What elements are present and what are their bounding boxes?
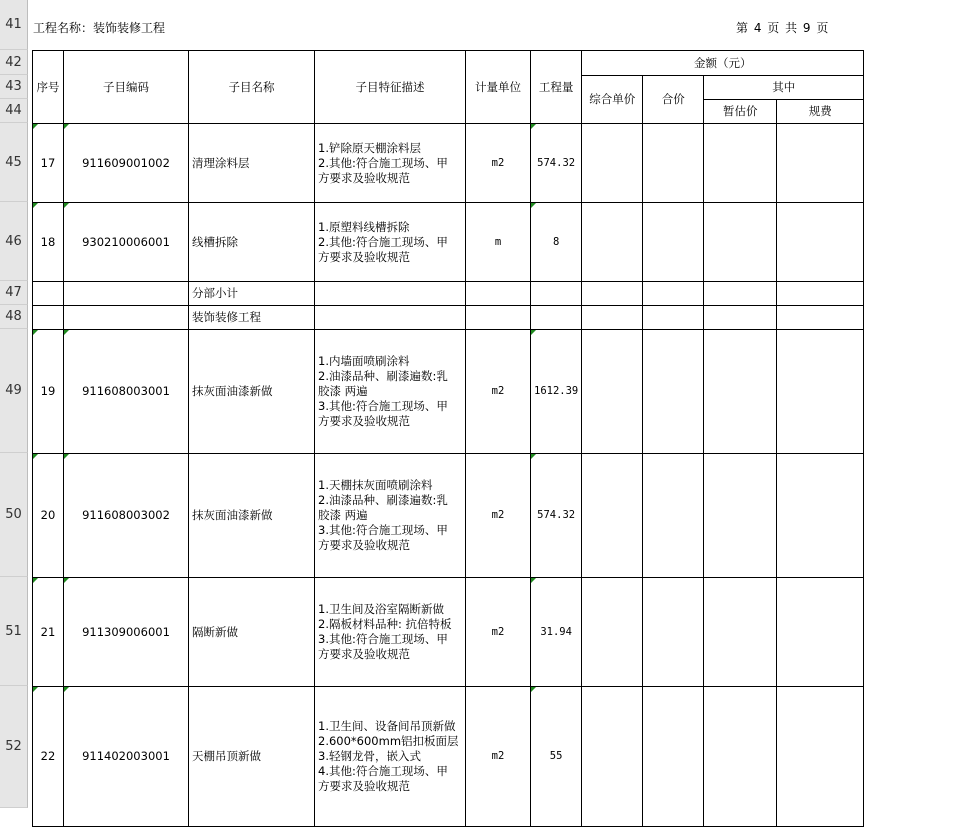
header-unit[interactable]: 计量单位 — [466, 51, 531, 124]
cell-unit[interactable] — [466, 306, 531, 330]
cell-seq[interactable]: 17 — [33, 124, 64, 203]
cell-provisional[interactable] — [704, 282, 777, 306]
cell-fees[interactable] — [777, 687, 864, 827]
cell-unit-price[interactable] — [582, 282, 643, 306]
header-name[interactable]: 子目名称 — [189, 51, 315, 124]
cell-desc[interactable]: 1.铲除原天棚涂料层 2.其他:符合施工现场、甲 方要求及验收规范 — [315, 124, 466, 203]
cell-unit[interactable]: m2 — [466, 330, 531, 454]
row-header[interactable]: 43 — [0, 75, 28, 99]
cell-fees[interactable] — [777, 578, 864, 687]
cell-unit-price[interactable] — [582, 578, 643, 687]
cell-total[interactable] — [643, 578, 704, 687]
cell-code[interactable]: 911608003001 — [64, 330, 189, 454]
cell-provisional[interactable] — [704, 203, 777, 282]
row-header[interactable]: 42 — [0, 50, 28, 75]
row-header[interactable]: 41 — [0, 0, 28, 50]
row-header[interactable]: 52 — [0, 686, 28, 808]
cell-code[interactable]: 911608003002 — [64, 454, 189, 578]
cell-desc[interactable]: 1.内墙面喷刷涂料 2.油漆品种、刷漆遍数:乳 胶漆 两遍 3.其他:符合施工现场、甲 方要求及验收规范 — [315, 330, 466, 454]
cell-code[interactable] — [64, 282, 189, 306]
cell-unit-price[interactable] — [582, 203, 643, 282]
row-header[interactable]: 44 — [0, 99, 28, 123]
cell-code[interactable]: 911609001002 — [64, 124, 189, 203]
cell-unit[interactable]: m2 — [466, 124, 531, 203]
cell-unit-price[interactable] — [582, 124, 643, 203]
cell-unit[interactable]: m — [466, 203, 531, 282]
cell-provisional[interactable] — [704, 124, 777, 203]
cell-name[interactable]: 分部小计 — [189, 282, 315, 306]
cell-unit-price[interactable] — [582, 306, 643, 330]
cell-fees[interactable] — [777, 330, 864, 454]
header-seq[interactable]: 序号 — [33, 51, 64, 124]
header-of-which[interactable]: 其中 — [704, 76, 864, 100]
cell-total[interactable] — [643, 124, 704, 203]
cell-name[interactable]: 抹灰面油漆新做 — [189, 454, 315, 578]
cell-total[interactable] — [643, 306, 704, 330]
cell-provisional[interactable] — [704, 687, 777, 827]
cell-provisional[interactable] — [704, 330, 777, 454]
cell-unit[interactable] — [466, 282, 531, 306]
cell-fees[interactable] — [777, 306, 864, 330]
cell-provisional[interactable] — [704, 306, 777, 330]
cell-qty[interactable]: 55 — [531, 687, 582, 827]
cell-unit-price[interactable] — [582, 330, 643, 454]
cell-desc[interactable] — [315, 282, 466, 306]
row-header[interactable]: 51 — [0, 577, 28, 686]
cell-fees[interactable] — [777, 454, 864, 578]
table-row — [33, 306, 864, 330]
cell-seq[interactable]: 21 — [33, 578, 64, 687]
project-name[interactable]: 工程名称：装饰装修工程 — [33, 21, 166, 35]
cell-total[interactable] — [643, 203, 704, 282]
cell-fees[interactable] — [777, 203, 864, 282]
cell-qty[interactable]: 574.32 — [531, 454, 582, 578]
cell-seq[interactable]: 18 — [33, 203, 64, 282]
page-info[interactable]: 第 4 页 共 9 页 — [736, 21, 830, 35]
row-header[interactable]: 45 — [0, 123, 28, 202]
cell-qty[interactable]: 31.94 — [531, 578, 582, 687]
cell-unit-price[interactable] — [582, 687, 643, 827]
cell-total[interactable] — [643, 282, 704, 306]
header-fees[interactable]: 规费 — [777, 100, 864, 124]
header-qty[interactable]: 工程量 — [531, 51, 582, 124]
table-row — [33, 124, 864, 203]
cell-name[interactable]: 装饰装修工程 — [189, 306, 315, 330]
cell-unit[interactable]: m2 — [466, 454, 531, 578]
cell-seq[interactable]: 20 — [33, 454, 64, 578]
header-code[interactable]: 子目编码 — [64, 51, 189, 124]
cell-code[interactable]: 911309006001 — [64, 578, 189, 687]
cell-seq[interactable] — [33, 306, 64, 330]
header-desc[interactable]: 子目特征描述 — [315, 51, 466, 124]
cell-code[interactable]: 930210006001 — [64, 203, 189, 282]
row-header[interactable]: 50 — [0, 453, 28, 577]
row-header[interactable]: 49 — [0, 329, 28, 453]
cell-seq[interactable]: 22 — [33, 687, 64, 827]
cell-total[interactable] — [643, 454, 704, 578]
row-header[interactable]: 48 — [0, 305, 28, 329]
cell-unit[interactable]: m2 — [466, 578, 531, 687]
cell-name[interactable]: 抹灰面油漆新做 — [189, 330, 315, 454]
cell-fees[interactable] — [777, 124, 864, 203]
header-provisional[interactable]: 暂估价 — [704, 100, 777, 124]
cell-provisional[interactable] — [704, 578, 777, 687]
cell-name[interactable]: 天棚吊顶新做 — [189, 687, 315, 827]
cell-seq[interactable]: 19 — [33, 330, 64, 454]
cell-name[interactable]: 线槽拆除 — [189, 203, 315, 282]
cell-qty[interactable]: 574.32 — [531, 124, 582, 203]
bill-of-quantities-table — [32, 50, 864, 827]
table-row — [33, 578, 864, 687]
cell-desc[interactable]: 1.卫生间、设备间吊顶新做 2.600*600mm铝扣板面层 3.轻钢龙骨，嵌入式 4.其他:符合施工现场、甲 方要求及验收规范 — [315, 687, 466, 827]
cell-unit-price[interactable] — [582, 454, 643, 578]
cell-code[interactable]: 911402003001 — [64, 687, 189, 827]
cell-total[interactable] — [643, 687, 704, 827]
cell-desc[interactable]: 1.天棚抹灰面喷刷涂料 2.油漆品种、刷漆遍数:乳 胶漆 两遍 3.其他:符合施工现场、甲 方要求及验收规范 — [315, 454, 466, 578]
cell-qty[interactable] — [531, 282, 582, 306]
table-row — [33, 282, 864, 306]
row-header[interactable]: 47 — [0, 281, 28, 305]
cell-qty[interactable]: 1612.39 — [531, 330, 582, 454]
cell-desc[interactable] — [315, 306, 466, 330]
row-header[interactable]: 46 — [0, 202, 28, 281]
table-row — [33, 687, 864, 827]
cell-name[interactable]: 清理涂料层 — [189, 124, 315, 203]
cell-total[interactable] — [643, 330, 704, 454]
cell-fees[interactable] — [777, 282, 864, 306]
cell-provisional[interactable] — [704, 454, 777, 578]
cell-desc[interactable]: 1.原塑料线槽拆除 2.其他:符合施工现场、甲 方要求及验收规范 — [315, 203, 466, 282]
table-row — [33, 203, 864, 282]
cell-qty[interactable] — [531, 306, 582, 330]
table-row — [33, 330, 864, 454]
header-total[interactable]: 合价 — [643, 76, 704, 124]
cell-name[interactable]: 隔断新做 — [189, 578, 315, 687]
header-amount[interactable]: 金额（元） — [582, 51, 864, 76]
cell-qty[interactable]: 8 — [531, 203, 582, 282]
cell-unit[interactable]: m2 — [466, 687, 531, 827]
cell-code[interactable] — [64, 306, 189, 330]
cell-desc[interactable]: 1.卫生间及浴室隔断新做 2.隔板材料品种: 抗倍特板 3.其他:符合施工现场、甲 方要求及验收规范 — [315, 578, 466, 687]
table-row — [33, 454, 864, 578]
cell-seq[interactable] — [33, 282, 64, 306]
header-unit-price[interactable]: 综合单价 — [582, 76, 643, 124]
